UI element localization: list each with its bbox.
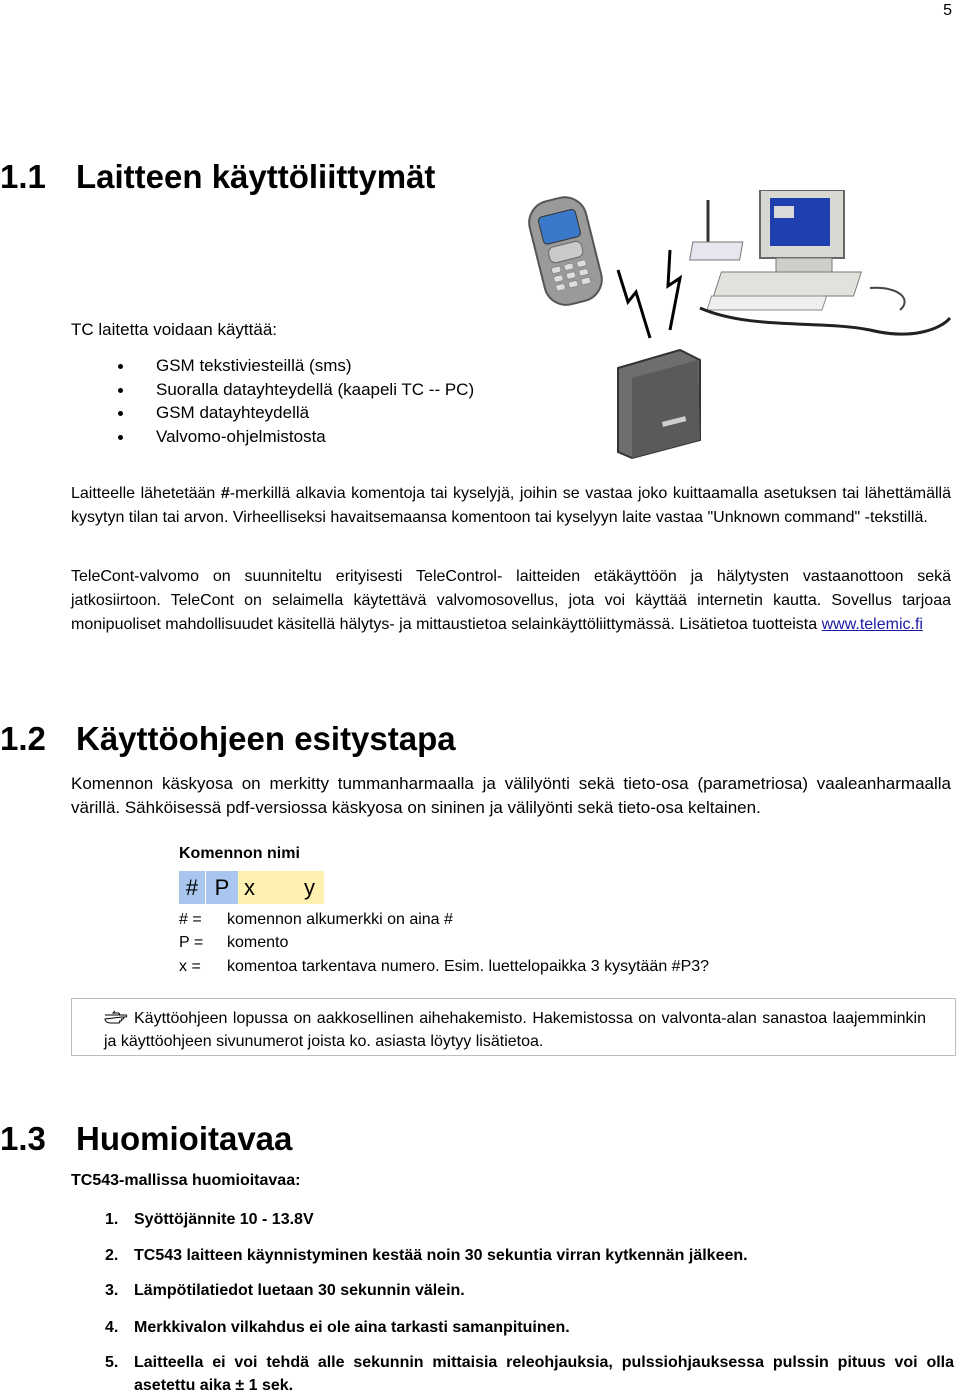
section-title: Huomioitavaa: [76, 1120, 293, 1157]
legend-key: P =: [179, 934, 204, 951]
list-item: GSM tekstiviesteillä (sms): [118, 354, 474, 378]
legend-row: [179, 908, 453, 932]
usage-list: [118, 354, 474, 448]
hash-symbol: #: [220, 485, 230, 502]
system-illustration: [520, 190, 960, 460]
mobile-phone-icon: [525, 193, 607, 310]
list-item: Valvomo-ohjelmistosta: [118, 425, 474, 449]
command-part-x: x: [238, 871, 276, 904]
list-text: Lämpötilatiedot luetaan 30 sekunnin välein.: [134, 1282, 465, 1299]
list-item: GSM datayhteydellä: [118, 401, 474, 425]
section-heading-1-1: [0, 158, 435, 196]
section-number: 1.3: [0, 1120, 46, 1157]
section-title: Käyttöohjeen esitystapa: [76, 720, 456, 757]
list-number: 3.: [105, 1282, 119, 1299]
legend-value: komentoa tarkentava numero. Esim. luettelopaikka 3 kysytään #P3?: [227, 958, 710, 975]
list-number: 4.: [105, 1319, 119, 1336]
command-title: Komennon nimi: [179, 845, 300, 862]
section-heading-1-3: [0, 1120, 292, 1158]
list-number: 1.: [105, 1211, 119, 1228]
signal-bolt-icon: [618, 270, 650, 338]
command-part-y: y: [276, 871, 324, 904]
list-item: [105, 1279, 954, 1302]
list-number: 5.: [105, 1354, 119, 1371]
intro-text: TC laitetta voidaan käyttää:: [71, 320, 278, 339]
list-text: Laitteella ei voi tehdä alle sekunnin mittaisia releohjauksia, pulssiohjauksessa pulssin pituus voi olla asetettu aika ± 1 sek.: [134, 1354, 954, 1394]
page-number: 5: [943, 2, 952, 19]
legend-row: [179, 955, 709, 979]
subheading: TC543-mallissa huomioitavaa:: [71, 1172, 301, 1189]
section-number: 1.2: [0, 720, 46, 757]
paragraph-text: Laitteelle lähetetään: [71, 485, 221, 502]
modem-icon: [690, 200, 743, 260]
section-heading-1-2: [0, 720, 456, 758]
list-item: [105, 1316, 954, 1339]
section-title: Laitteen käyttöliittymät: [76, 158, 436, 195]
list-item: Suoralla datayhteydellä (kaapeli TC -- PC): [118, 378, 474, 402]
list-item: [105, 1244, 954, 1267]
notation-paragraph: Komennon käskyosa on merkitty tummanharmaalla ja välilyönti sekä tieto-osa (parametriosa) vaaleanharmaalla värillä. Sähköisessä pdf-versiossa käskyosa on sininen ja välilyönti sekä tieto-osa keltainen.: [71, 774, 951, 817]
data-cable: [700, 308, 950, 334]
paragraph-text: TeleCont-valvomo on suunniteltu erityisesti TeleControl- laitteiden etäkäyttöön ja hälytysten vastaanottoon sekä jatkosiirtoon. TeleCont on selaimella käytettävä valvomosovellus, jota voi käyttää internetin kautta. Sovellus tarjoaa monipuoliset mahdollisuudet käsitellä hälytys- ja mittaustietoa selainkäyttöliittymässä. Lisätietoa tuotteista: [71, 568, 951, 633]
telecont-paragraph: [71, 565, 951, 637]
section-number: 1.1: [0, 158, 46, 195]
list-text: Merkkivalon vilkahdus ei ole aina tarkasti samanpituinen.: [134, 1319, 570, 1336]
commands-paragraph: [71, 482, 951, 530]
command-part-hash: #: [179, 871, 205, 904]
paragraph-text: -merkillä alkavia komentoja tai kyselyjä, joihin se vastaa joko kuittaamalla asetuksen tai lähettämällä kysytyn tilan tai arvon. Virheelliseksi havaitsemaansa komentoon tai kyselyyn laite vastaa "Unknown command" -tekstillä.: [71, 485, 951, 526]
legend-key: # =: [179, 911, 202, 928]
legend-key: x =: [179, 958, 201, 975]
list-item: [105, 1208, 954, 1231]
tc-device-icon: [618, 350, 700, 458]
signal-bolt-icon: [668, 250, 680, 330]
telemic-link[interactable]: www.telemic.fi: [821, 616, 923, 633]
list-item: [105, 1351, 954, 1397]
list-text: TC543 laitteen käynnistyminen kestää noin 30 sekuntia virran kytkennän jälkeen.: [134, 1247, 748, 1264]
legend-value: komennon alkumerkki on aina #: [227, 911, 453, 928]
paragraph-text: Käyttöohjeen lopussa on aakkosellinen aihehakemisto. Hakemistossa on valvonta-alan sanastoa laajemminkin ja käyttöohjeen sivunumerot joista ko. asiasta löytyy lisätietoa.: [104, 1010, 926, 1050]
list-number: 2.: [105, 1247, 119, 1264]
legend-row: [179, 931, 288, 955]
command-part-p: P: [206, 871, 238, 904]
list-text: Syöttöjännite 10 - 13.8V: [134, 1211, 314, 1228]
legend-value: komento: [227, 934, 289, 951]
note-text: [104, 1007, 926, 1053]
